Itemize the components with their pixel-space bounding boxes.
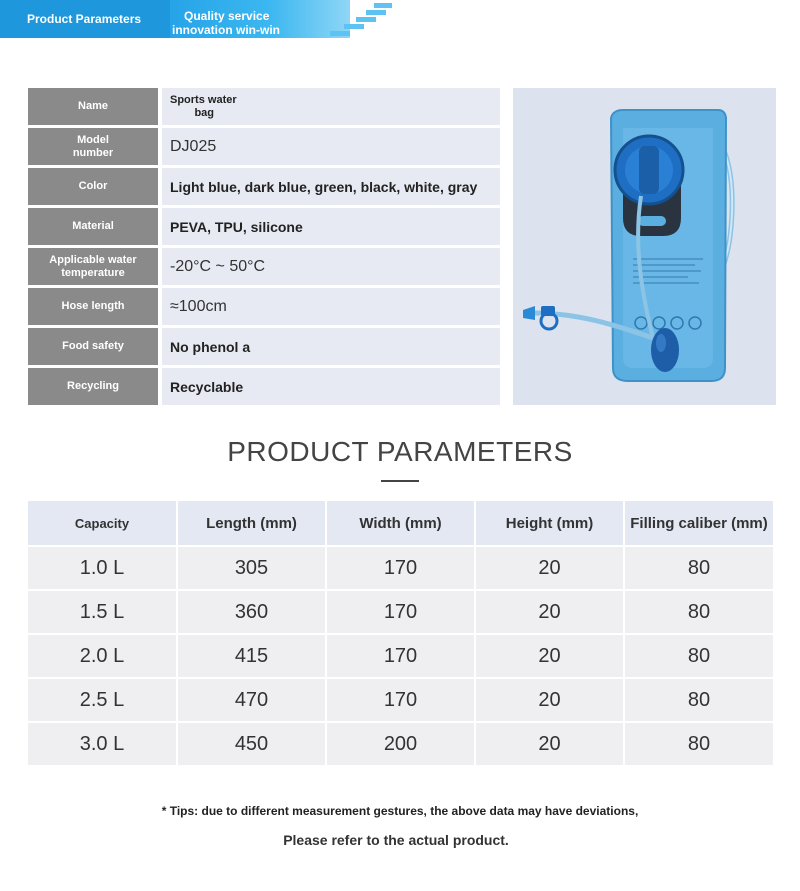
spec-value: Light blue, dark blue, green, black, white, gray [162, 168, 500, 205]
table-cell: 170 [327, 635, 474, 677]
table-row [28, 679, 773, 721]
spec-value: Sports water bag [162, 88, 500, 125]
table-header: Length (mm) [178, 501, 325, 545]
banner-subtitle-line1: Quality service [184, 9, 270, 23]
spec-label: Applicable water temperature [28, 248, 158, 285]
spec-value: PEVA, TPU, silicone [162, 208, 500, 245]
spec-row-temperature [28, 248, 500, 285]
table-cell: 20 [476, 635, 623, 677]
spec-label: Color [28, 168, 158, 205]
table-cell: 80 [625, 547, 773, 589]
table-cell: 20 [476, 723, 623, 765]
spec-row-food-safety [28, 328, 500, 365]
table-cell: 80 [625, 635, 773, 677]
header-banner [0, 0, 392, 38]
spec-value: DJ025 [162, 128, 500, 165]
spec-label: Name [28, 88, 158, 125]
table-cell: 415 [178, 635, 325, 677]
spec-label: Food safety [28, 328, 158, 365]
spec-value: ≈100cm [162, 288, 500, 325]
table-row [28, 591, 773, 633]
spec-row-name [28, 88, 500, 125]
table-row [28, 635, 773, 677]
tips-line-1: * Tips: due to different measurement gestures, the above data may have deviations, [161, 804, 639, 818]
table-cell: 2.0 L [28, 635, 176, 677]
spec-row-hose-length [28, 288, 500, 325]
table-row [28, 723, 773, 765]
water-bag-illustration [513, 88, 776, 405]
product-image [513, 88, 776, 405]
spec-value: No phenol a [162, 328, 500, 365]
spec-row-model [28, 128, 500, 165]
table-cell: 450 [178, 723, 325, 765]
table-cell: 305 [178, 547, 325, 589]
spec-label: Hose length [28, 288, 158, 325]
table-cell: 470 [178, 679, 325, 721]
table-cell: 3.0 L [28, 723, 176, 765]
spec-row-material [28, 208, 500, 245]
banner-subtitle-line2: innovation win-win [172, 23, 280, 37]
tips-line-2: Please refer to the actual product. [283, 832, 509, 848]
section-title: PRODUCT PARAMETERS [227, 436, 573, 467]
table-cell: 170 [327, 547, 474, 589]
section-title-underline [381, 480, 419, 482]
table-cell: 20 [476, 547, 623, 589]
spec-value: Recyclable [162, 368, 500, 405]
spec-row-color [28, 168, 500, 205]
table-header-row [28, 501, 773, 545]
table-cell: 2.5 L [28, 679, 176, 721]
table-row [28, 547, 773, 589]
banner-title: Product Parameters [27, 12, 142, 26]
banner-step-decoration [330, 0, 392, 38]
table-cell: 20 [476, 679, 623, 721]
table-header: Width (mm) [327, 501, 474, 545]
spec-label: Material [28, 208, 158, 245]
table-cell: 20 [476, 591, 623, 633]
table-cell: 1.0 L [28, 547, 176, 589]
spec-row-recycling [28, 368, 500, 405]
table-cell: 360 [178, 591, 325, 633]
table-header: Filling caliber (mm) [625, 501, 773, 545]
table-cell: 1.5 L [28, 591, 176, 633]
table-header: Height (mm) [476, 501, 623, 545]
spec-value: -20°C ~ 50°C [162, 248, 500, 285]
table-cell: 170 [327, 591, 474, 633]
table-header: Capacity [28, 501, 176, 545]
table-cell: 200 [327, 723, 474, 765]
table-cell: 80 [625, 591, 773, 633]
spec-label: Recycling [28, 368, 158, 405]
table-cell: 80 [625, 679, 773, 721]
spec-label: Model number [28, 128, 158, 165]
table-cell: 170 [327, 679, 474, 721]
table-cell: 80 [625, 723, 773, 765]
